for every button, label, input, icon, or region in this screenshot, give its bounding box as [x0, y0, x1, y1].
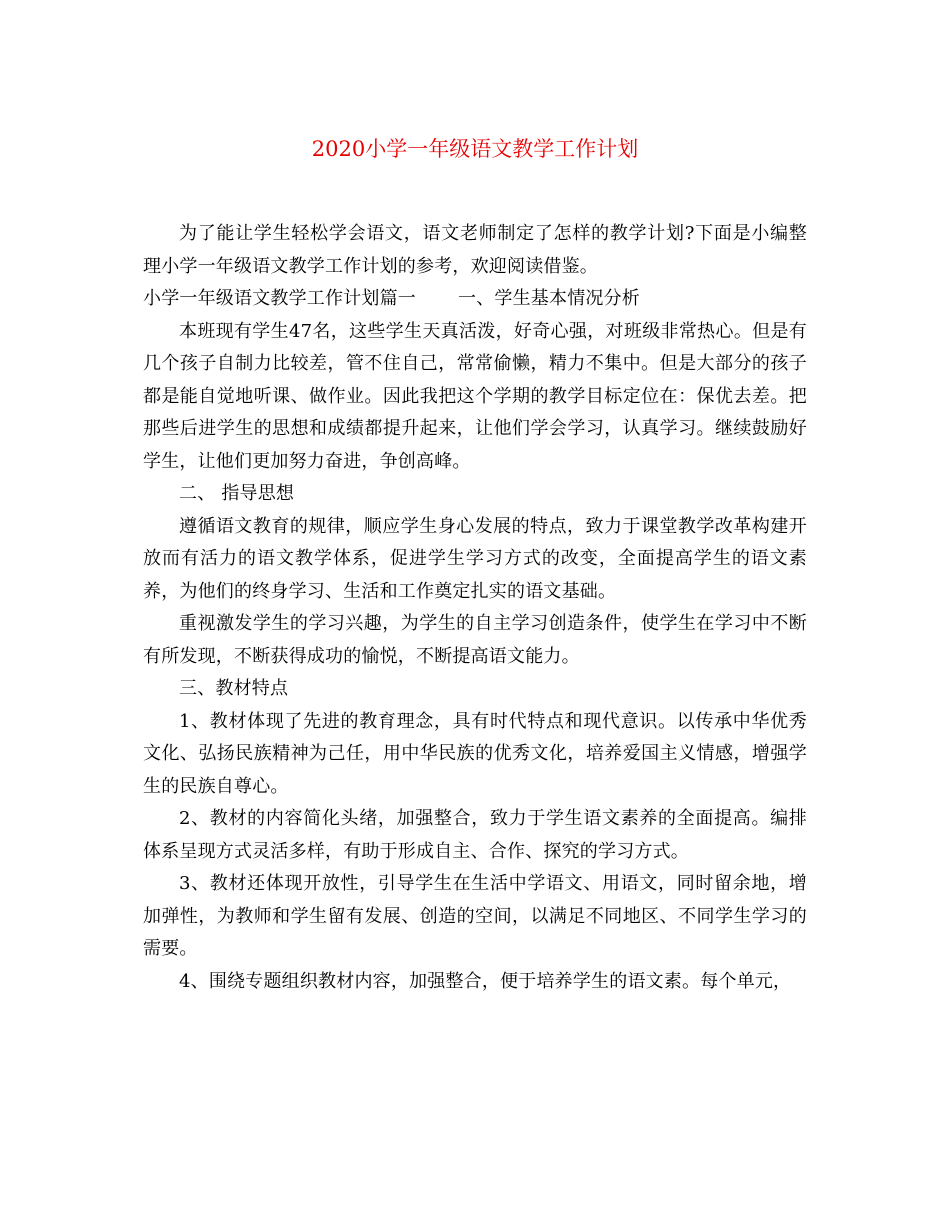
guiding-thought-paragraph-2: 重视激发学生的学习兴趣，为学生的自主学习创造条件，使学生在学习中不断有所发现，不断获得成功的愉悦，不断提高语文能力。 [143, 613, 807, 667]
plan-chapter-title: 小学一年级语文教学工作计划篇一 [143, 288, 416, 309]
intro-paragraph: 为了能让学生轻松学会语文，语文老师制定了怎样的教学计划?下面是小编整理小学一年级语文教学工作计划的参考，欢迎阅读借鉴。 [143, 223, 807, 277]
section-1-heading: 一、学生基本情况分析 [458, 288, 640, 309]
document-title: 2020小学一年级语文教学工作计划 [311, 137, 639, 161]
student-analysis-paragraph: 本班现有学生47名，这些学生天真活泼，好奇心强，对班级非常热心。但是有几个孩子自制力比较差，管不住自己，常常偷懒，精力不集中。但是大部分的孩子都是能自觉地听课、做作业。因此我把这个学期的教学目标定位在：保优去差。把那些后进学生的思想和成绩都提升起来，让他们学会学习，认真学习。继续鼓励好学生，让他们更加努力奋进，争创高峰。 [143, 320, 807, 472]
textbook-feature-4: 4、围绕专题组织教材内容，加强整合，便于培养学生的语文素。每个单元， [179, 970, 792, 992]
section-3-heading: 三、教材特点 [179, 678, 289, 699]
section-2-heading: 二、 指导思想 [179, 483, 295, 504]
guiding-thought-paragraph-1: 遵循语文教育的规律，顺应学生身心发展的特点，致力于课堂教学改革构建开放而有活力的语文教学体系，促进学生学习方式的改变，全面提高学生的语文素养，为他们的终身学习、生活和工作奠定扎实的语文基础。 [143, 515, 807, 602]
textbook-feature-3: 3、教材还体现开放性，引导学生在生活中学语文、用语文，同时留余地，增加弹性，为教师和学生留有发展、创造的空间，以满足不同地区、不同学生学习的需要。 [143, 873, 807, 959]
section-heading-line [143, 283, 807, 316]
document-body [143, 218, 807, 998]
textbook-feature-1: 1、教材体现了先进的教育理念，具有时代特点和现代意识。以传承中华优秀文化、弘扬民族精神为己任，用中华民族的优秀文化，培养爱国主义情感，增强学生的民族自尊心。 [143, 710, 807, 797]
textbook-feature-2: 2、教材的内容简化头绪，加强整合，致力于学生语文素养的全面提高。编排体系呈现方式灵活多样，有助于形成自主、合作、探究的学习方式。 [143, 808, 807, 862]
